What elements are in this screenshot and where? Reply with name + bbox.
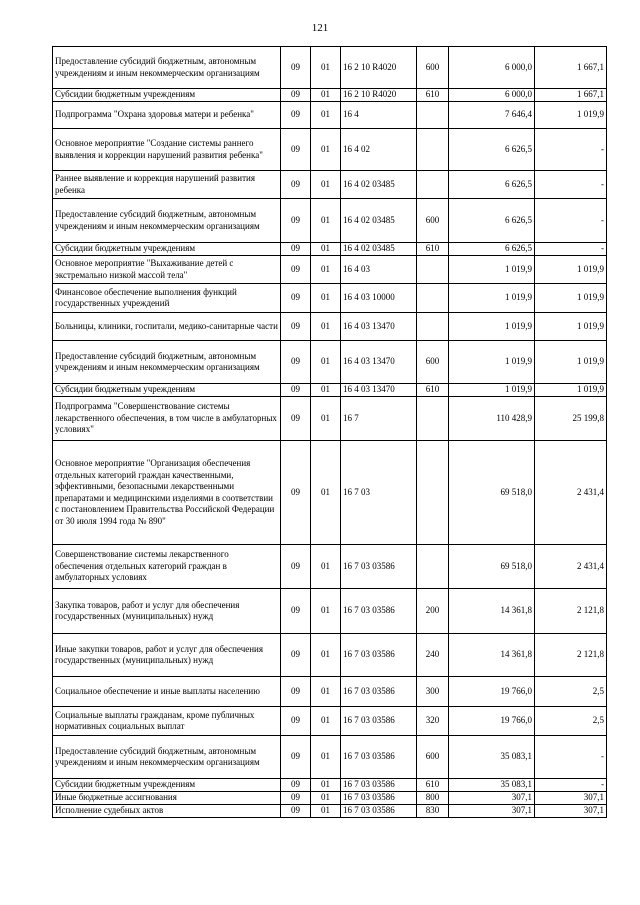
row-executed-amount-cell: 1 667,1 xyxy=(535,47,607,89)
row-planned-amount-cell: 19 766,0 xyxy=(449,677,535,707)
row-expense-type-cell xyxy=(417,171,449,199)
row-planned-amount-cell: 14 361,8 xyxy=(449,589,535,634)
row-executed-amount-cell: 2 121,8 xyxy=(535,634,607,677)
row-subsection-cell: 01 xyxy=(311,243,341,256)
table-row xyxy=(53,792,607,805)
row-planned-amount-cell: 6 000,0 xyxy=(449,89,535,102)
row-subsection-cell: 01 xyxy=(311,171,341,199)
row-subsection-cell: 01 xyxy=(311,284,341,313)
row-section-cell: 09 xyxy=(281,677,311,707)
row-executed-amount-cell: 1 019,9 xyxy=(535,102,607,129)
row-expense-type-cell: 200 xyxy=(417,589,449,634)
row-expense-type-cell: 300 xyxy=(417,677,449,707)
table-row xyxy=(53,256,607,284)
row-section-cell: 09 xyxy=(281,792,311,805)
row-executed-amount-cell: - xyxy=(535,199,607,243)
row-target-article-cell: 16 2 10 R4020 xyxy=(341,47,417,89)
row-executed-amount-cell: 2 431,4 xyxy=(535,545,607,589)
row-planned-amount-cell: 1 019,9 xyxy=(449,341,535,384)
row-target-article-cell: 16 7 03 xyxy=(341,441,417,545)
row-planned-amount-cell: 307,1 xyxy=(449,792,535,805)
row-section-cell: 09 xyxy=(281,707,311,736)
row-section-cell: 09 xyxy=(281,397,311,441)
row-section-cell: 09 xyxy=(281,736,311,779)
row-expense-type-cell: 610 xyxy=(417,384,449,397)
row-name-cell: Подпрограмма "Совершенствование системы лекарственного обеспечения, в том числе в амбулаторных условиях" xyxy=(53,397,281,441)
row-target-article-cell: 16 4 03 10000 xyxy=(341,284,417,313)
table-row xyxy=(53,589,607,634)
row-executed-amount-cell: 1 019,9 xyxy=(535,313,607,341)
row-section-cell: 09 xyxy=(281,634,311,677)
row-executed-amount-cell: - xyxy=(535,779,607,792)
row-expense-type-cell: 610 xyxy=(417,779,449,792)
table-row xyxy=(53,804,607,817)
row-planned-amount-cell: 6 626,5 xyxy=(449,171,535,199)
row-target-article-cell: 16 7 03 03586 xyxy=(341,804,417,817)
row-target-article-cell: 16 4 02 03485 xyxy=(341,171,417,199)
row-subsection-cell: 01 xyxy=(311,792,341,805)
row-target-article-cell: 16 4 02 03485 xyxy=(341,243,417,256)
row-expense-type-cell: 830 xyxy=(417,804,449,817)
row-executed-amount-cell: 2 121,8 xyxy=(535,589,607,634)
row-expense-type-cell: 600 xyxy=(417,736,449,779)
row-executed-amount-cell: 307,1 xyxy=(535,804,607,817)
row-expense-type-cell: 610 xyxy=(417,89,449,102)
row-expense-type-cell: 240 xyxy=(417,634,449,677)
row-target-article-cell: 16 4 02 xyxy=(341,129,417,171)
row-section-cell: 09 xyxy=(281,804,311,817)
row-subsection-cell: 01 xyxy=(311,129,341,171)
row-name-cell: Подпрограмма "Охрана здоровья матери и ребенка" xyxy=(53,102,281,129)
table-row xyxy=(53,545,607,589)
row-planned-amount-cell: 19 766,0 xyxy=(449,707,535,736)
row-section-cell: 09 xyxy=(281,313,311,341)
row-name-cell: Иные бюджетные ассигнования xyxy=(53,792,281,805)
row-expense-type-cell: 610 xyxy=(417,243,449,256)
row-subsection-cell: 01 xyxy=(311,707,341,736)
row-name-cell: Иные закупки товаров, работ и услуг для обеспечения государственных (муниципальных) нужд xyxy=(53,634,281,677)
row-target-article-cell: 16 4 03 xyxy=(341,256,417,284)
row-section-cell: 09 xyxy=(281,199,311,243)
table-row xyxy=(53,441,607,545)
row-subsection-cell: 01 xyxy=(311,736,341,779)
row-planned-amount-cell: 110 428,9 xyxy=(449,397,535,441)
row-name-cell: Совершенствование системы лекарственного обеспечения отдельных категорий граждан в амбулаторных условиях xyxy=(53,545,281,589)
row-target-article-cell: 16 7 xyxy=(341,397,417,441)
table-row xyxy=(53,171,607,199)
row-executed-amount-cell: 1 019,9 xyxy=(535,341,607,384)
row-executed-amount-cell: - xyxy=(535,736,607,779)
row-subsection-cell: 01 xyxy=(311,384,341,397)
row-name-cell: Финансовое обеспечение выполнения функций государственных учреждений xyxy=(53,284,281,313)
row-executed-amount-cell: - xyxy=(535,129,607,171)
row-target-article-cell: 16 7 03 03586 xyxy=(341,792,417,805)
row-target-article-cell: 16 7 03 03586 xyxy=(341,707,417,736)
row-section-cell: 09 xyxy=(281,243,311,256)
row-target-article-cell: 16 7 03 03586 xyxy=(341,736,417,779)
row-subsection-cell: 01 xyxy=(311,47,341,89)
row-planned-amount-cell: 6 000,0 xyxy=(449,47,535,89)
row-executed-amount-cell: 1 019,9 xyxy=(535,284,607,313)
row-section-cell: 09 xyxy=(281,545,311,589)
row-expense-type-cell xyxy=(417,313,449,341)
row-section-cell: 09 xyxy=(281,256,311,284)
row-planned-amount-cell: 7 646,4 xyxy=(449,102,535,129)
row-expense-type-cell xyxy=(417,256,449,284)
row-section-cell: 09 xyxy=(281,89,311,102)
table-row xyxy=(53,243,607,256)
row-expense-type-cell: 800 xyxy=(417,792,449,805)
row-subsection-cell: 01 xyxy=(311,779,341,792)
row-target-article-cell: 16 4 03 13470 xyxy=(341,313,417,341)
table-row xyxy=(53,397,607,441)
row-executed-amount-cell: 1 667,1 xyxy=(535,89,607,102)
row-expense-type-cell xyxy=(417,545,449,589)
row-name-cell: Субсидии бюджетным учреждениям xyxy=(53,89,281,102)
row-subsection-cell: 01 xyxy=(311,545,341,589)
row-target-article-cell: 16 7 03 03586 xyxy=(341,634,417,677)
row-expense-type-cell xyxy=(417,397,449,441)
row-name-cell: Предоставление субсидий бюджетным, автономным учреждениям и иным некоммерческим организациям xyxy=(53,199,281,243)
budget-table xyxy=(52,46,607,818)
row-name-cell: Раннее выявление и коррекция нарушений развития ребенка xyxy=(53,171,281,199)
table-row xyxy=(53,199,607,243)
table-row xyxy=(53,677,607,707)
row-planned-amount-cell: 1 019,9 xyxy=(449,384,535,397)
row-planned-amount-cell: 307,1 xyxy=(449,804,535,817)
row-section-cell: 09 xyxy=(281,284,311,313)
table-row xyxy=(53,284,607,313)
row-expense-type-cell: 600 xyxy=(417,47,449,89)
row-expense-type-cell xyxy=(417,441,449,545)
row-expense-type-cell xyxy=(417,129,449,171)
row-subsection-cell: 01 xyxy=(311,199,341,243)
row-executed-amount-cell: 2,5 xyxy=(535,677,607,707)
table-row xyxy=(53,384,607,397)
row-name-cell: Закупка товаров, работ и услуг для обеспечения государственных (муниципальных) нужд xyxy=(53,589,281,634)
row-planned-amount-cell: 35 083,1 xyxy=(449,779,535,792)
row-name-cell: Предоставление субсидий бюджетным, автономным учреждениям и иным некоммерческим организациям xyxy=(53,736,281,779)
row-section-cell: 09 xyxy=(281,589,311,634)
row-section-cell: 09 xyxy=(281,779,311,792)
row-target-article-cell: 16 4 03 13470 xyxy=(341,384,417,397)
row-planned-amount-cell: 35 083,1 xyxy=(449,736,535,779)
row-executed-amount-cell: 1 019,9 xyxy=(535,256,607,284)
row-planned-amount-cell: 69 518,0 xyxy=(449,545,535,589)
table-row xyxy=(53,634,607,677)
row-planned-amount-cell: 1 019,9 xyxy=(449,256,535,284)
row-subsection-cell: 01 xyxy=(311,677,341,707)
row-subsection-cell: 01 xyxy=(311,256,341,284)
row-expense-type-cell: 600 xyxy=(417,199,449,243)
row-planned-amount-cell: 6 626,5 xyxy=(449,129,535,171)
row-target-article-cell: 16 2 10 R4020 xyxy=(341,89,417,102)
row-target-article-cell: 16 4 xyxy=(341,102,417,129)
row-name-cell: Исполнение судебных актов xyxy=(53,804,281,817)
row-section-cell: 09 xyxy=(281,102,311,129)
row-name-cell: Субсидии бюджетным учреждениям xyxy=(53,243,281,256)
row-name-cell: Субсидии бюджетным учреждениям xyxy=(53,779,281,792)
row-subsection-cell: 01 xyxy=(311,589,341,634)
row-subsection-cell: 01 xyxy=(311,341,341,384)
row-name-cell: Основное мероприятие "Выхаживание детей с экстремально низкой массой тела" xyxy=(53,256,281,284)
row-target-article-cell: 16 4 02 03485 xyxy=(341,199,417,243)
row-subsection-cell: 01 xyxy=(311,102,341,129)
table-row xyxy=(53,707,607,736)
row-name-cell: Предоставление субсидий бюджетным, автономным учреждениям и иным некоммерческим организациям xyxy=(53,341,281,384)
row-target-article-cell: 16 4 03 13470 xyxy=(341,341,417,384)
row-executed-amount-cell: - xyxy=(535,243,607,256)
row-expense-type-cell: 320 xyxy=(417,707,449,736)
row-name-cell: Основное мероприятие "Организация обеспечения отдельных категорий граждан качественными, эффективными, безопасными лекарственными препаратами и медицинскими изделиями в соответствии с постановлением Правительства Российской Федерации от 30 июля 1994 года № 890" xyxy=(53,441,281,545)
row-subsection-cell: 01 xyxy=(311,804,341,817)
table-row xyxy=(53,341,607,384)
row-expense-type-cell xyxy=(417,102,449,129)
row-section-cell: 09 xyxy=(281,171,311,199)
row-executed-amount-cell: 2,5 xyxy=(535,707,607,736)
table-row xyxy=(53,779,607,792)
row-target-article-cell: 16 7 03 03586 xyxy=(341,779,417,792)
row-planned-amount-cell: 1 019,9 xyxy=(449,284,535,313)
row-planned-amount-cell: 1 019,9 xyxy=(449,313,535,341)
table-row xyxy=(53,47,607,89)
table-row xyxy=(53,313,607,341)
row-name-cell: Больницы, клиники, госпитали, медико-санитарные части xyxy=(53,313,281,341)
table-row xyxy=(53,736,607,779)
row-executed-amount-cell: 307,1 xyxy=(535,792,607,805)
row-subsection-cell: 01 xyxy=(311,441,341,545)
page-number: 121 xyxy=(311,22,329,34)
row-target-article-cell: 16 7 03 03586 xyxy=(341,589,417,634)
row-name-cell: Социальное обеспечение и иные выплаты населению xyxy=(53,677,281,707)
row-name-cell: Предоставление субсидий бюджетным, автономным учреждениям и иным некоммерческим организациям xyxy=(53,47,281,89)
row-executed-amount-cell: - xyxy=(535,171,607,199)
row-planned-amount-cell: 69 518,0 xyxy=(449,441,535,545)
row-planned-amount-cell: 6 626,5 xyxy=(449,243,535,256)
row-subsection-cell: 01 xyxy=(311,397,341,441)
row-section-cell: 09 xyxy=(281,441,311,545)
row-name-cell: Субсидии бюджетным учреждениям xyxy=(53,384,281,397)
row-subsection-cell: 01 xyxy=(311,313,341,341)
row-section-cell: 09 xyxy=(281,384,311,397)
row-name-cell: Социальные выплаты гражданам, кроме публичных нормативных социальных выплат xyxy=(53,707,281,736)
row-target-article-cell: 16 7 03 03586 xyxy=(341,677,417,707)
row-subsection-cell: 01 xyxy=(311,89,341,102)
row-planned-amount-cell: 14 361,8 xyxy=(449,634,535,677)
row-planned-amount-cell: 6 626,5 xyxy=(449,199,535,243)
table-row xyxy=(53,102,607,129)
row-section-cell: 09 xyxy=(281,341,311,384)
row-name-cell: Основное мероприятие "Создание системы раннего выявления и коррекции нарушений развития ребенка" xyxy=(53,129,281,171)
table-row xyxy=(53,89,607,102)
row-subsection-cell: 01 xyxy=(311,634,341,677)
row-executed-amount-cell: 1 019,9 xyxy=(535,384,607,397)
row-target-article-cell: 16 7 03 03586 xyxy=(341,545,417,589)
row-executed-amount-cell: 2 431,4 xyxy=(535,441,607,545)
table-body xyxy=(53,47,607,818)
table-row xyxy=(53,129,607,171)
row-section-cell: 09 xyxy=(281,47,311,89)
row-executed-amount-cell: 25 199,8 xyxy=(535,397,607,441)
row-expense-type-cell xyxy=(417,284,449,313)
row-section-cell: 09 xyxy=(281,129,311,171)
row-expense-type-cell: 600 xyxy=(417,341,449,384)
